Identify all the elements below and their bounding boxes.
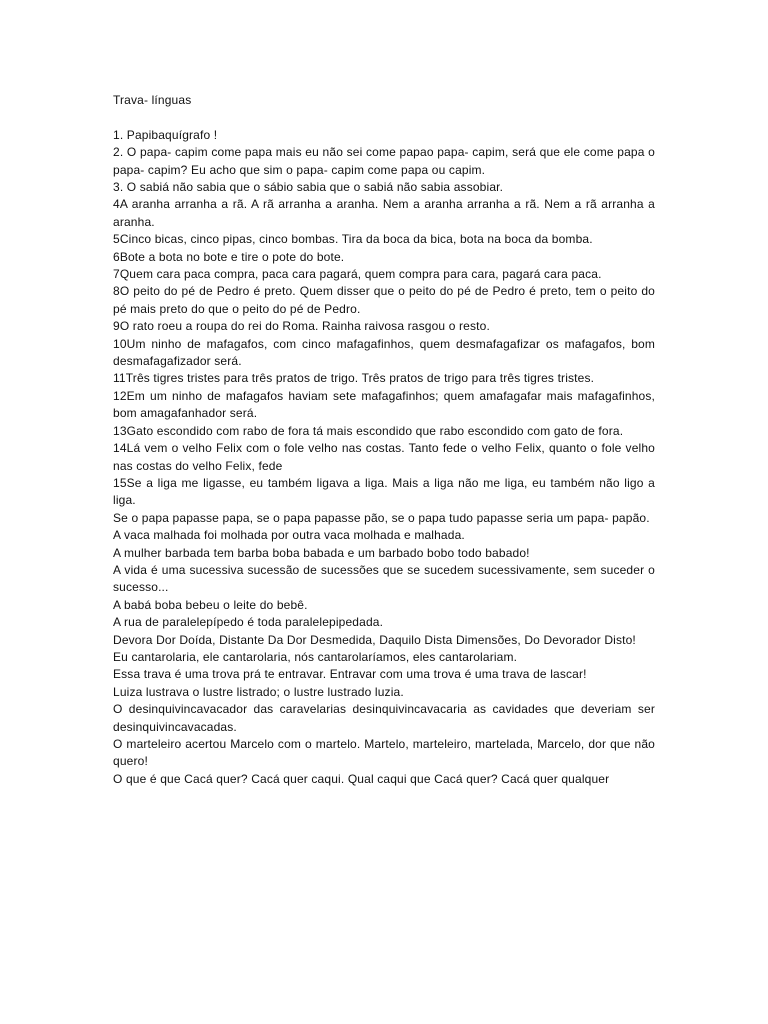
tongue-twister-line: 10Um ninho de mafagafos, com cinco mafagafinhos, quem desmafagafizar os mafagafos, bom desmafagafizador será. [113,336,655,369]
tongue-twister-line: 9O rato roeu a roupa do rei do Roma. Rainha raivosa rasgou o resto. [113,319,490,334]
tongue-twister-line: 15Se a liga me ligasse, eu também ligava a liga. Mais a liga não me liga, eu também não ligo a liga. [113,475,655,508]
tongue-twister-line: A rua de paralelepípedo é toda paralelepipedada. [113,615,384,630]
document-body [113,92,655,788]
tongue-twister-line: 4A aranha arranha a rã. A rã arranha a aranha. Nem a aranha arranha a rã. Nem a rã arranha a aranha. [113,197,655,229]
tongue-twister-line: 7Quem cara paca compra, paca cara pagará, quem compra para cara, pagará cara paca. [113,267,602,282]
tongue-twister-line: 8O peito do pé de Pedro é preto. Quem disser que o peito do pé de Pedro é preto, tem o peito do pé mais preto do que o peito do pé de Pedro. [113,284,655,316]
tongue-twister-line: Essa trava é uma trova prá te entravar. Entravar com uma trova é uma trava de lascar! [113,667,587,682]
tongue-twister-line: 3. O sabiá não sabia que o sábio sabia que o sabiá não sabia assobiar. [113,180,504,195]
tongue-twister-line: 6Bote a bota no bote e tire o pote do bote. [113,249,345,264]
tongue-twister-line: 1. Papibaquígrafo ! [113,127,218,142]
tongue-twister-line: 14Lá vem o velho Felix com o fole velho nas costas. Tanto fede o velho Felix, quanto o fole velho nas costas do velho Felix, fede [113,441,655,473]
tongue-twister-line: Devora Dor Doída, Distante Da Dor Desmedida, Daquilo Dista Dimensões, Do Devorador Disto! [113,632,636,647]
tongue-twister-list [113,127,655,788]
tongue-twister-line: O que é que Cacá quer? Cacá quer caqui. Qual caqui que Cacá quer? Cacá quer qualquer [113,771,610,786]
tongue-twister-line: O marteleiro acertou Marcelo com o martelo. Martelo, marteleiro, martelada, Marcelo, dor que não quero! [113,737,655,769]
tongue-twister-line: A mulher barbada tem barba boba babada e um barbado bobo todo babado! [113,545,530,560]
tongue-twister-line: A vida é uma sucessiva sucessão de sucessões que se sucedem sucessivamente, sem suceder o sucesso... [113,562,655,595]
tongue-twister-line: Se o papa papasse papa, se o papa papasse pão, se o papa tudo papasse seria um papa- papão. [113,510,650,525]
tongue-twister-line: 2. O papa- capim come papa mais eu não sei come papao papa- capim, será que ele come papa o papa- capim? Eu acho que sim o papa- capim come papa ou capim. [113,145,655,177]
tongue-twister-line: 13Gato escondido com rabo de fora tá mais escondido que rabo escondido com gato de fora. [113,423,624,438]
tongue-twister-line: Luiza lustrava o lustre listrado; o lustre lustrado luzia. [113,684,404,699]
tongue-twister-line: 12Em um ninho de mafagafos haviam sete mafagafinhos; quem amafagafar mais mafagafinhos, bom amagafanhador será. [113,388,655,421]
tongue-twister-line: A babá boba bebeu o leite do bebê. [113,597,308,612]
tongue-twister-line: 5Cinco bicas, cinco pipas, cinco bombas. Tira da boca da bica, bota na boca da bomba. [113,232,593,247]
tongue-twister-line: O desinquivincavacador das caravelarias desinquivincavacaria as cavidades que deveriam ser desinquivincavacadas. [113,702,655,734]
tongue-twister-line: A vaca malhada foi molhada por outra vaca molhada e malhada. [113,528,465,543]
tongue-twister-line: 11Três tigres tristes para três pratos de trigo. Três pratos de trigo para três tigres tristes. [113,371,595,386]
tongue-twister-line: Eu cantarolaria, ele cantarolaria, nós cantarolaríamos, eles cantarolariam. [113,649,518,664]
document-title: Trava- línguas [113,93,192,107]
